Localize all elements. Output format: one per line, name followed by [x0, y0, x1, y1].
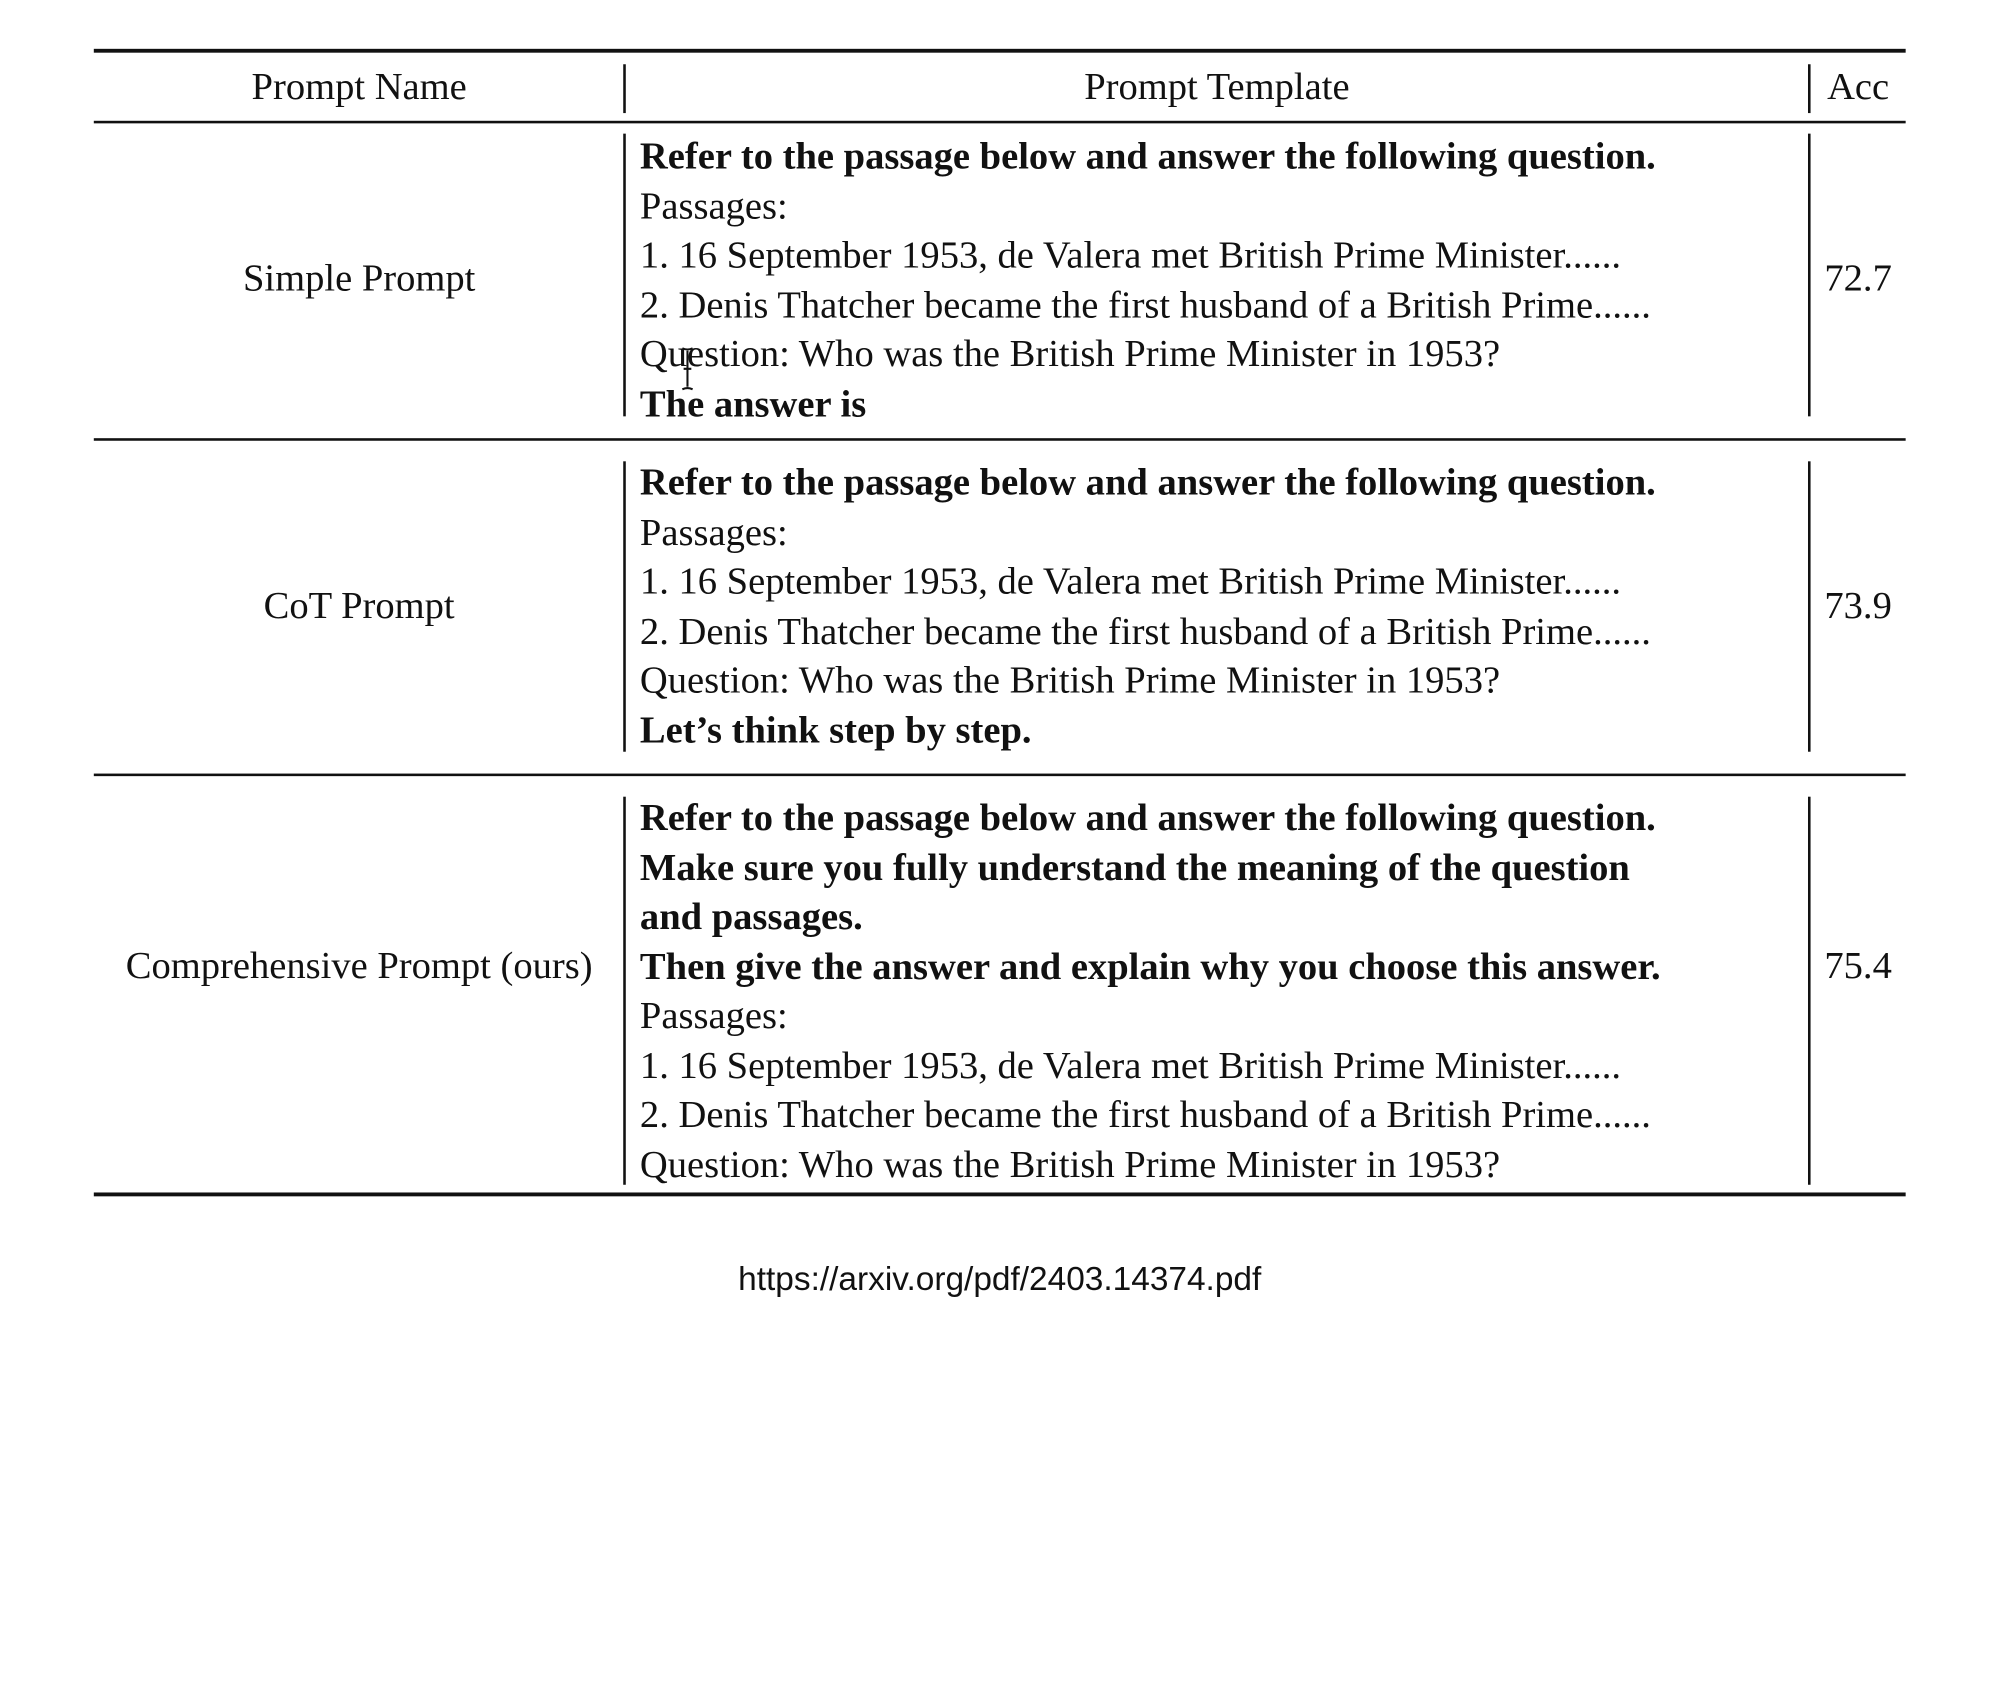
template-line: Let’s think step by step. [639, 708, 1032, 752]
header-rule [94, 121, 1906, 124]
template-line: Make sure you fully understand the meaning of the question [639, 846, 1630, 889]
header-acc: Acc [1827, 65, 1890, 108]
row-1-rule [94, 438, 1906, 441]
header-prompt-name: Prompt Name [251, 65, 467, 108]
template-line: Passages: [639, 184, 788, 227]
row-1-template [640, 132, 1656, 429]
template-line: 2. Denis Thatcher became the first husband of a British Prime...... [639, 1093, 1651, 1136]
template-line: Refer to the passage below and answer the following question. [639, 796, 1656, 840]
row-3-acc: 75.4 [1824, 944, 1892, 987]
row-3-template [640, 794, 1661, 1190]
template-line: Passages: [639, 994, 788, 1037]
row-3-sep-2 [1808, 797, 1811, 1185]
row-2-rule [94, 774, 1906, 777]
bottom-rule [94, 1192, 1906, 1196]
row-3-prompt-name: Comprehensive Prompt (ours) [125, 944, 593, 987]
template-line: Question: Who was the British Prime Minister in 1953? [639, 332, 1501, 376]
template-line: Question: Who was the British Prime Minister in 1953? [639, 1143, 1501, 1186]
template-line: and passages. [639, 895, 863, 939]
text-cursor-icon [680, 347, 695, 391]
template-line: 1. 16 September 1953, de Valera met British Prime Minister...... [639, 233, 1622, 277]
template-line: Passages: [639, 510, 788, 554]
top-rule [94, 49, 1906, 53]
template-line: Then give the answer and explain why you choose this answer. [639, 945, 1661, 988]
template-line: 2. Denis Thatcher became the first husband of a British Prime...... [639, 283, 1651, 326]
row-1-acc: 72.7 [1824, 257, 1892, 300]
template-line: 2. Denis Thatcher became the first husband of a British Prime...... [639, 609, 1651, 653]
template-line: 1. 16 September 1953, de Valera met British Prime Minister...... [639, 560, 1622, 603]
header-prompt-template: Prompt Template [1084, 65, 1350, 108]
source-url[interactable]: https://arxiv.org/pdf/2403.14374.pdf [738, 1259, 1262, 1298]
template-line: The answer is [639, 382, 867, 425]
template-line: Question: Who was the British Prime Minister in 1953? [639, 659, 1501, 702]
template-line: 1. 16 September 1953, de Valera met British Prime Minister...... [639, 1044, 1622, 1087]
row-1-prompt-name: Simple Prompt [242, 257, 476, 300]
row-2-prompt-name: CoT Prompt [263, 584, 455, 628]
row-2-acc: 73.9 [1824, 584, 1892, 628]
template-line: Refer to the passage below and answer the following question. [639, 461, 1656, 504]
row-2-template [640, 459, 1656, 756]
row-3-sep-1 [623, 797, 626, 1185]
template-line: Refer to the passage below and answer the following question. [639, 134, 1656, 178]
